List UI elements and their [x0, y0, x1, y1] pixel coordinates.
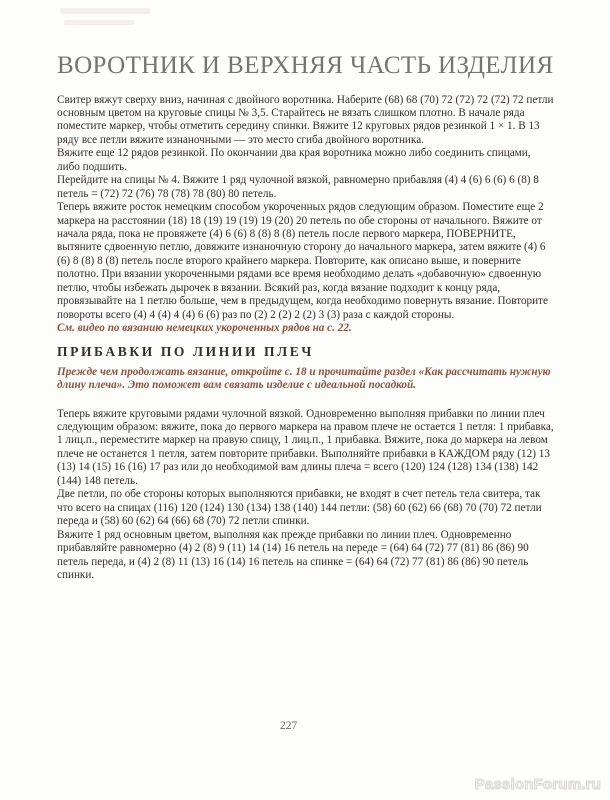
- paragraph-spacer: [57, 393, 555, 408]
- shoulder-intro-note: Прежде чем продолжать вязание, откройте с. 18 и прочитайте раздел «Как рассчитать нужную длину плеча». Это поможет вам связать изделие с идеальной посадкой.: [57, 365, 551, 392]
- page-content: [57, 52, 555, 582]
- paragraph-ribbing: Вяжите еще 12 рядов резинкой. По окончании два края воротника можно либо соединить спицами, либо подшить.: [57, 147, 531, 173]
- watermark-passionforum: PassionForum.ru: [474, 776, 601, 793]
- paragraph-short-rows: Теперь вяжите росток немецким способом укороченных рядов следующим образом. Поместите еще 2 маркера на расстоянии (18) 18 (19) 19 (19) 19 (20) 20 петель по обе стороны от начального. Вяжите от начала ряда, пока не провяжете (4) 6 (6) 8 (8) 8 (8) петель после первого маркера, ПОВЕРНИТЕ, вытяните сдвоенную петлю, довяжите изнаночную сторону до начального маркера, затем вяжите (4) 6 (6) 8 (8) 8 (8) петель после второго крайнего маркера. Повторите, как описано выше, и поверните полотно. При вязании укороченными рядами все время необходимо делать «добавочную» сдвоенную петлю, чтобы избежать дырочек в вязании. Всякий раз, когда вязание подходит к концу ряда, провязывайте на 1 петлю больше, чем в предыдущем, когда необходимо повернуть вязание. Повторите повороты всего (4) 4 (4) 4 (4) 6 (6) раз по (2) 2 (2) 2 (2) 3 (3) раза с каждой стороны.: [57, 201, 548, 321]
- paragraph-main-color-row: Вяжите 1 ряд основным цветом, выполняя как прежде прибавки по линии плеч. Одновременно прибавляйте равномерно (4) 2 (8) 9 (11) 14 (14) 16 петель на переде = (64) 64 (72) 77 (81) 86 (86) 90 петель переда, и (4) 2 (8) 11 (13) 16 (14) 16 петель на спинке = (64) 64 (72) 77 (81) 86 (86) 90 петель спинки.: [57, 528, 529, 581]
- paragraph-shoulder-increase-instructions: Теперь вяжите круговыми рядами чулочной вязкой. Одновременно выполняя прибавки по линии плеч следующим образом: вяжите, пока до первого маркера на правом плече не остается 1 петля: 1 прибавка, 1 лиц.п., переместите маркер на правую спицу, 1 лиц.п., 1 прибавка. Вяжите, пока до маркера на левом плече не останется 1 петля, затем повторите прибавки. Выполняйте прибавки в КАЖДОМ ряду (12) 13 (13) 14 (15) 16 (16) 17 раз или до необходимой вам длины плеча = всего (120) 124 (128) 134 (138) 142 (144) 148 петель.: [57, 407, 554, 487]
- bleed-through-mark: [64, 20, 134, 25]
- bleed-through-mark: [60, 8, 150, 14]
- paragraph-stitch-counts: Две петли, по обе стороны которых выполняются прибавки, не входят в счет петель тела свитера, так что всего на спицах (116) 120 (124) 130 (134) 138 (140) 144 петли: (58) 60 (62) 66 (68) 70 (70) 72 петли переда и (58) 60 (62) 64 (66) 68 (70) 72 петли спинки.: [57, 488, 542, 528]
- page-title: ВОРОТНИК И ВЕРХНЯЯ ЧАСТЬ ИЗДЕЛИЯ: [57, 52, 554, 79]
- paragraph-cast-on: Свитер вяжут сверху вниз, начиная с двойного воротника. Наберите (68) 68 (70) 72 (72) 72 (72) 72 петли основным цветом на круговые спицы № 3,5. Старайтесь не вязать слишком плотно. В начале ряда поместите маркер, чтобы отметить середину спинки. Вяжите 12 круговых рядов резинкой 1 × 1. В 13 ряду все петли вяжите изнаночными — это место сгиба двойного воротника.: [57, 93, 554, 146]
- page-number: 227: [280, 720, 298, 732]
- paragraph-needle-change: Перейдите на спицы № 4. Вяжите 1 ряд чулочной вязкой, равномерно прибавляя (4) 4 (6) 6 (6) 6 (8) 8 петель = (72) 72 (76) 78 (78) 78 (80) 80 петель.: [57, 174, 539, 200]
- section-heading-shoulder-increases: ПРИБАВКИ ПО ЛИНИИ ПЛЕЧ: [57, 343, 314, 359]
- video-reference-note: См. видео по вязанию немецких укороченных рядов на с. 22.: [57, 322, 352, 335]
